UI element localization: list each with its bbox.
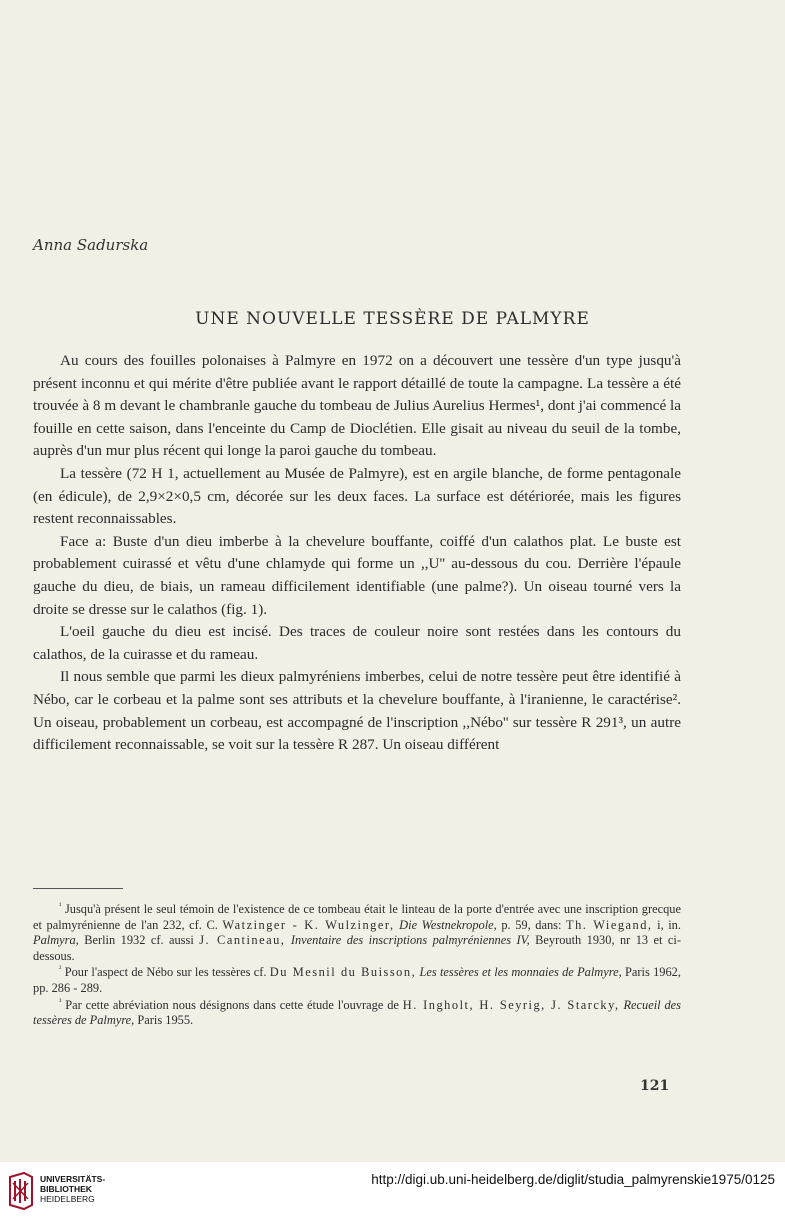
- author-name: Anna Sadurska: [33, 236, 149, 254]
- footnote-2: $^{^2}$ Pour l'aspect de Nébo sur les tessères cf. Du Mesnil du Buisson, Les tessères et les monnaies de Palmyre, Paris 1962, pp. 286 - 289.: [33, 964, 681, 995]
- library-name: UNIVERSITÄTS- BIBLIOTHEK HEIDELBERG: [40, 1174, 106, 1204]
- article-title: UNE NOUVELLE TESSÈRE DE PALMYRE: [195, 309, 590, 329]
- footnote-mark: ¹: [59, 900, 62, 910]
- footnotes: [33, 902, 681, 1030]
- university-library-logo-icon[interactable]: [6, 1171, 36, 1215]
- library-seal-icon: [6, 1171, 36, 1211]
- paragraph: L'oeil gauche du dieu est incisé. Des traces de couleur noire sont restées dans les contours du calathos, de la cuirasse et du rameau.: [33, 623, 681, 663]
- footer-bar: [0, 1162, 785, 1219]
- page-number: 121: [640, 1078, 670, 1094]
- footnote-3: $^{^3}$ Par cette abréviation nous désignons dans cette étude l'ouvrage de H. Ingholt, H. Seyrig, J. Starcky, Recueil des tessères de Palmyre, Paris 1955.: [33, 996, 681, 1028]
- paragraph: La tessère (72 H 1, actuellement au Musée de Palmyre), est en argile blanche, de forme pentagonale (en édicule), de 2,9×2×0,5 cm, décorée sur les deux faces. La surface est détériorée, mais les figures restent reconnaissables.: [33, 464, 681, 528]
- paragraph: Il nous semble que parmi les dieux palmyréniens imberbes, celui de notre tessère peut être identifié à Nébo, car le corbeau et la palme sont ses attributs et la chevelure bouffante, à l'iranienne, le caractérise². Un oiseau, probablement un corbeau, est accompagné de l'inscription ,,Nébo'' sur tessère R 291³, un autre difficilement reconnaissable, se voit sur la tessère R 287. Un oiseau différent: [33, 668, 681, 754]
- footnote-mark: ³: [59, 996, 62, 1006]
- footnote-mark: ²: [59, 964, 62, 974]
- paragraph: Au cours des fouilles polonaises à Palmyre en 1972 on a découvert une tessère d'un type jusqu'à présent inconnu et qui mérite d'être publiée avant le rapport détaillé de toute la campagne. La tessère a été trouvée à 8 m devant le chambranle gauche du tombeau de Julius Aurelius Hermes¹, dont j'ai commencé la fouille en cette saison, dans l'enceinte du Camp de Dioclétien. Elle gisait au niveau du seuil de la tombe, auprès d'un mur plus récent qui longe la paroi gauche du tombeau.: [33, 352, 681, 460]
- footnote-divider: [33, 888, 123, 889]
- footnote-1: $^{^1}$ Jusqu'à présent le seul témoin de l'existence de ce tombeau était le linteau de la porte d'entrée avec une inscription grecque et palmyrénienne de l'an 232, cf. C. Watzinger - K. Wulzinger, Die Westnekropole, p. 59, dans: Th. Wiegand, i, in. Palmyra, Berlin 1932 cf. aussi J. Cantineau, Inventaire des inscriptions palmyréniennes IV, Beyrouth 1930, nr 13 et ci-dessous.: [33, 900, 681, 963]
- article-body: [33, 350, 681, 757]
- paragraph: Face a: Buste d'un dieu imberbe à la chevelure bouffante, coiffé d'un calathos plat. Le buste est probablement cuirassé et vêtu d'une chlamyde qui forme un ,,U'' au-dessous du cou. Derrière l'épaule gauche du dieu, de biais, un rameau difficilement identifiable (une palme?). Un oiseau tourné vers la droite se dresse sur le calathos (fig. 1).: [33, 532, 681, 618]
- permalink-url[interactable]: http://digi.ub.uni-heidelberg.de/diglit/studia_palmyrenskie1975/0125: [371, 1172, 775, 1187]
